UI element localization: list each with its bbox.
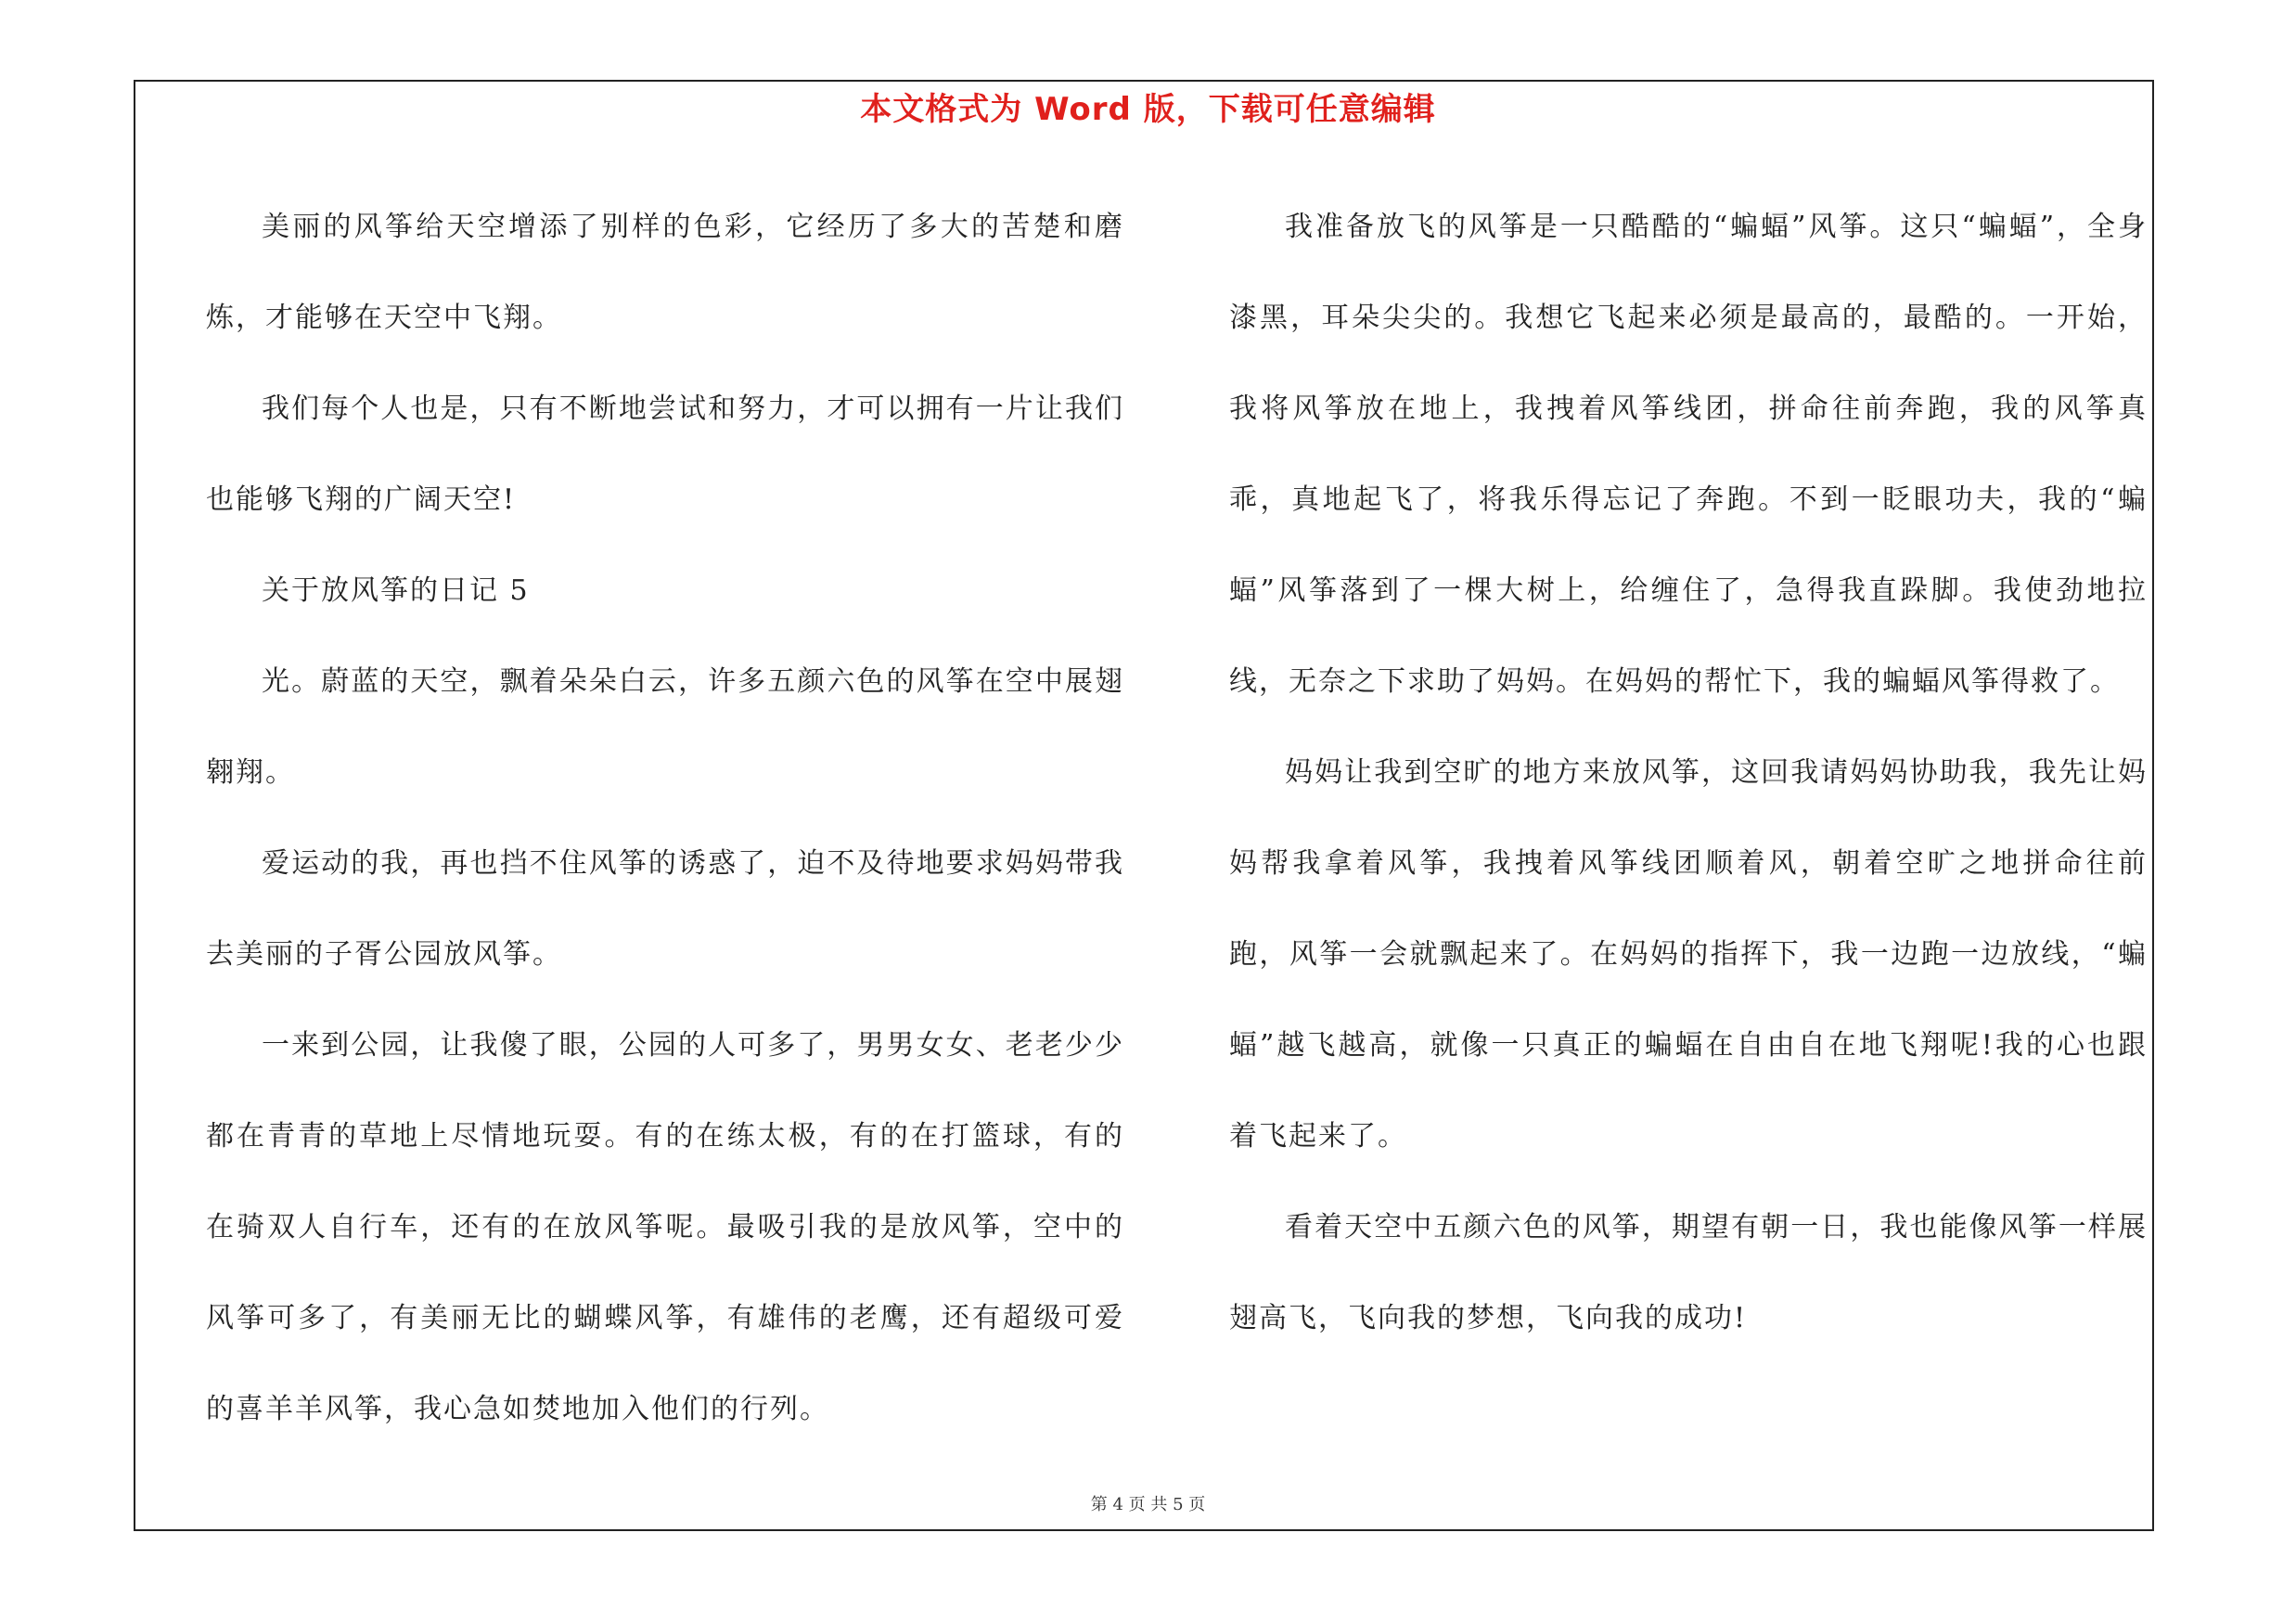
page-number: 第 4 页 共 5 页 [1090, 1495, 1206, 1514]
right-column [1229, 182, 2148, 1364]
paragraph: 我准备放飞的风筝是一只酷酷的“蝙蝠”风筝。这只“蝙蝠”，全身漆黑，耳朵尖尖的。我想它飞起来必须是最高的，最酷的。一开始，我将风筝放在地上，我拽着风筝线团，拼命往前奔跑，我的风筝真乖，真地起飞了，将我乐得忘记了奔跑。不到一眨眼功夫，我的“蝙蝠”风筝落到了一棵大树上，给缠住了，急得我直跺脚。我使劲地拉线，无奈之下求助了妈妈。在妈妈的帮忙下，我的蝙蝠风筝得救了。 [1229, 211, 2148, 698]
paragraph: 爱运动的我，再也挡不住风筝的诱惑了，迫不及待地要求妈妈带我去美丽的子胥公园放风筝。 [206, 847, 1124, 971]
section-heading: 关于放风筝的日记 5 [262, 574, 530, 607]
paragraph: 美丽的风筝给天空增添了别样的色彩，它经历了多大的苦楚和磨炼，才能够在天空中飞翔。 [206, 211, 1124, 334]
paragraph: 看着天空中五颜六色的风筝，期望有朝一日，我也能像风筝一样展翅高飞，飞向我的梦想，飞向我的成功! [1229, 1211, 2148, 1334]
paragraph: 妈妈让我到空旷的地方来放风筝，这回我请妈妈协助我，我先让妈妈帮我拿着风筝，我拽着风筝线团顺着风，朝着空旷之地拼命往前跑，风筝一会就飘起来了。在妈妈的指挥下，我一边跑一边放线，“蝙蝠”越飞越高，就像一只真正的蝙蝠在自由自在地飞翔呢!我的心也跟着飞起来了。 [1229, 756, 2148, 1153]
paragraph: 我们每个人也是，只有不断地尝试和努力，才可以拥有一片让我们也能够飞翔的广阔天空! [206, 393, 1124, 516]
paragraph: 光。蔚蓝的天空，飘着朵朵白云，许多五颜六色的风筝在空中展翅翱翔。 [206, 665, 1124, 789]
paragraph: 一来到公园，让我傻了眼，公园的人可多了，男男女女、老老少少都在青青的草地上尽情地玩耍。有的在练太极，有的在打篮球，有的在骑双人自行车，还有的在放风筝呢。最吸引我的是放风筝，空中的风筝可多了，有美丽无比的蝴蝶风筝，有雄伟的老鹰，还有超级可爱的喜羊羊风筝，我心急如焚地加入他们的行列。 [206, 1029, 1124, 1425]
left-column [206, 182, 1124, 1455]
header-banner: 本文格式为 Word 版，下载可任意编辑 [860, 91, 1436, 128]
